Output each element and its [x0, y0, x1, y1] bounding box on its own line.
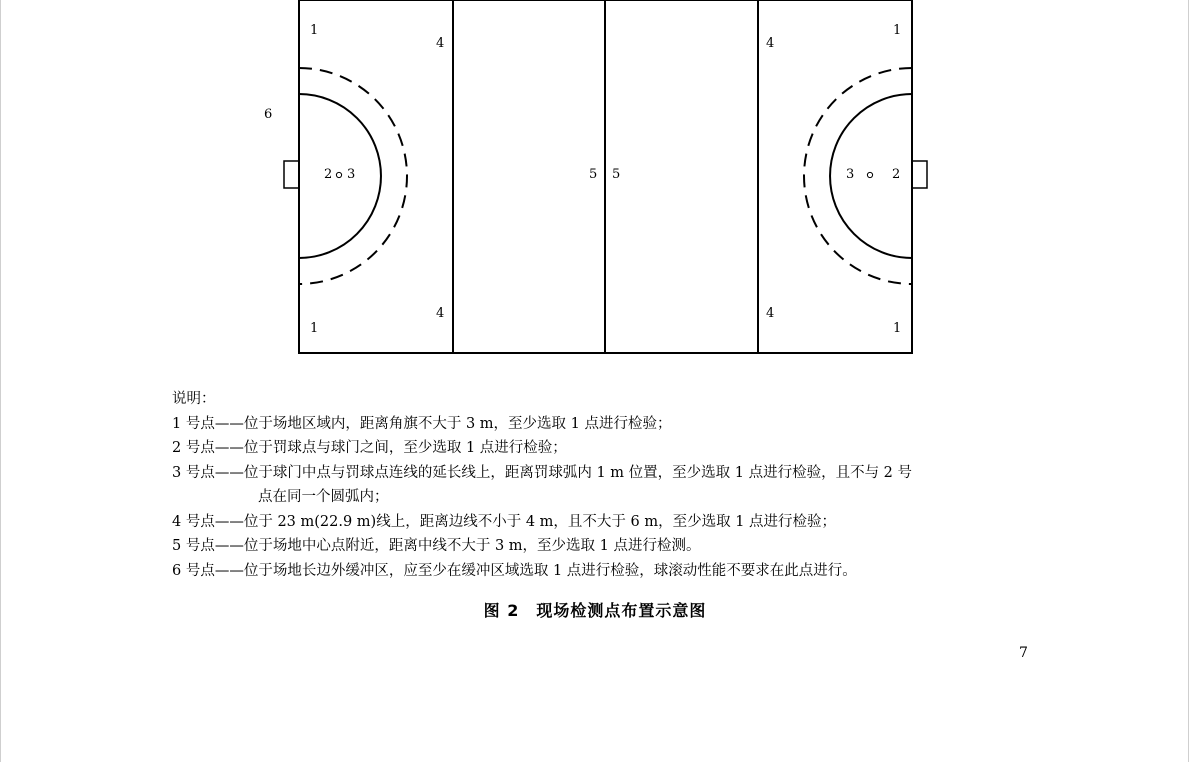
note-point-3-continued: 点在同一个圆弧内；: [258, 489, 389, 505]
point-label-1-left-top: 1: [310, 23, 319, 38]
point-label-4-right-top: 4: [766, 36, 775, 51]
left-goal: [284, 161, 299, 188]
point-label-5-right: 5: [612, 167, 621, 182]
note-point-3: 3 号点——位于球门中点与罚球点连线的延长线上，距离罚球弧内 1 m 位置，至少选取 1 点进行检验，且不与 2 号: [172, 464, 913, 481]
figure-caption: 图 2 现场检测点布置示意图: [483, 601, 707, 620]
note-point-4: 4 号点——位于 23 m(22.9 m)线上，距离边线不小于 4 m，且不大于 6 m，至少选取 1 点进行检验；: [172, 513, 837, 530]
point-label-4-left-top: 4: [436, 36, 445, 51]
right-goal: [912, 161, 927, 188]
note-point-1: 1 号点——位于场地区域内，距离角旗不大于 3 m，至少选取 1 点进行检验；: [172, 415, 672, 432]
left-shooting-circle: [299, 94, 381, 258]
point-label-5-left: 5: [589, 167, 598, 182]
note-point-6: 6 号点——位于场地长边外缓冲区，应至少在缓冲区域选取 1 点进行检验，球滚动性能不要求在此点进行。: [172, 562, 857, 579]
point-label-1-right-bottom: 1: [893, 321, 902, 336]
note-point-5: 5 号点——位于场地中心点附近，距离中线不大于 3 m，至少选取 1 点进行检测。: [172, 538, 701, 554]
right-penalty-spot: [867, 172, 872, 177]
page-number: 7: [1019, 645, 1028, 661]
point-label-3-right: 3: [846, 167, 855, 182]
point-label-1-left-bottom: 1: [310, 321, 319, 336]
point-label-4-left-bottom: 4: [436, 306, 445, 321]
note-point-2: 2 号点——位于罚球点与球门之间，至少选取 1 点进行检验；: [172, 440, 567, 456]
left-penalty-spot: [336, 172, 341, 177]
point-label-2-right: 2: [892, 167, 901, 182]
point-label-2-left: 2: [324, 167, 333, 182]
notes: [172, 387, 1072, 583]
point-label-6: 6: [264, 107, 273, 122]
point-label-3-left: 3: [347, 167, 356, 182]
field-layout-diagram: [0, 0, 1190, 370]
point-label-4-right-bottom: 4: [766, 306, 775, 321]
notes-heading: 说明：: [172, 391, 216, 407]
point-label-1-right-top: 1: [893, 23, 902, 38]
